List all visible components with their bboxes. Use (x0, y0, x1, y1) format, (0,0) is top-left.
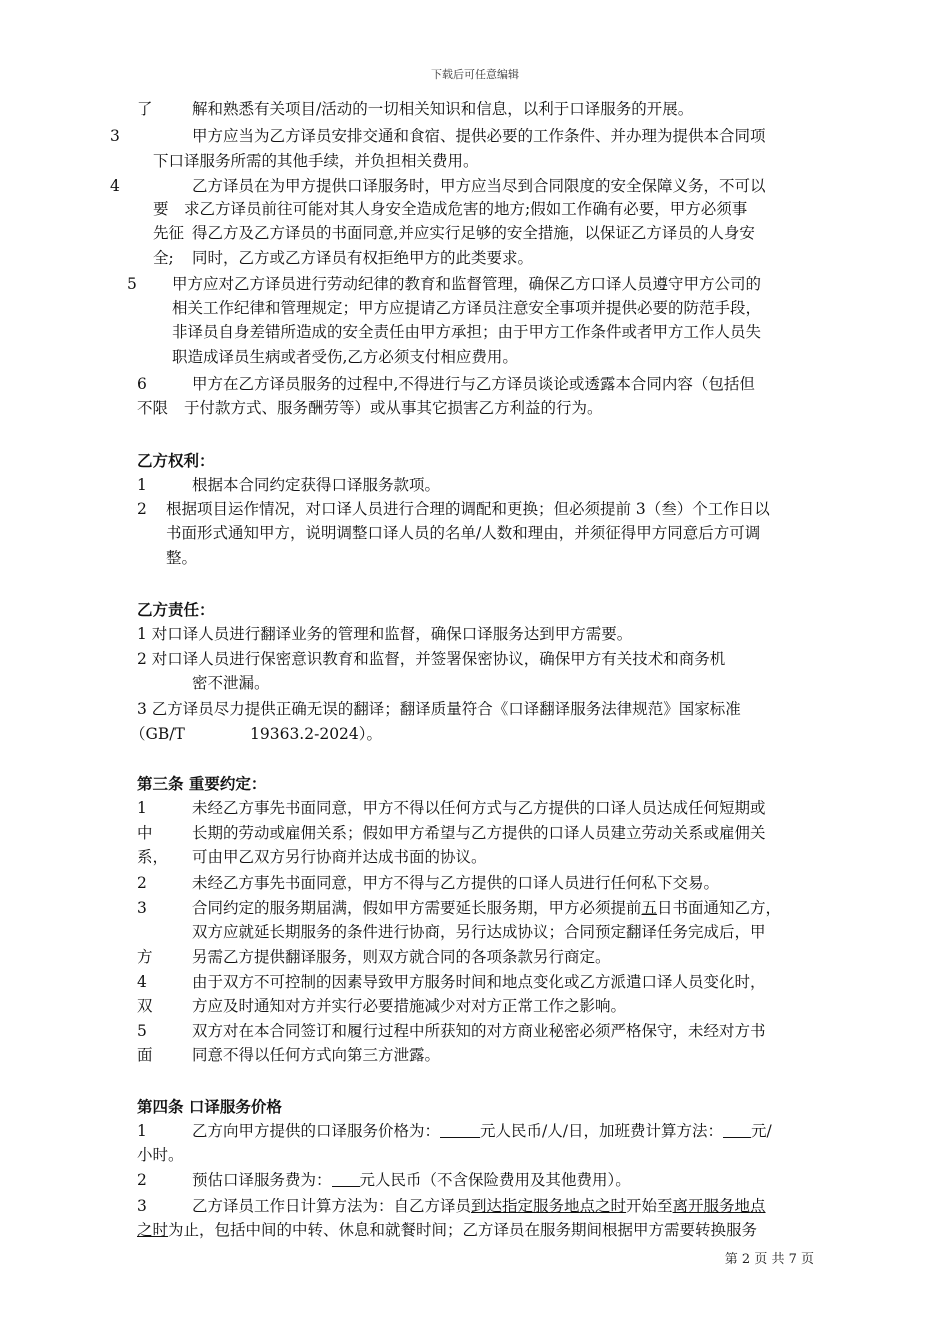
list-number: 3 (137, 1197, 147, 1215)
section-heading: 乙方权利： (137, 451, 215, 470)
paragraph-fragment: 中 (137, 824, 153, 842)
paragraph-fragment: 不限 (137, 399, 169, 417)
section-heading: 第四条 口译服务价格 (137, 1097, 282, 1116)
paragraph-line: 求乙方译员前往可能对其人身安全造成危害的地方;假如工作确有必要，甲方必须事 (184, 200, 748, 218)
paragraph-line: 密不泄漏。 (192, 674, 270, 692)
paragraph-line: 根据本合同约定获得口译服务款项。 (192, 476, 441, 494)
paragraph-line: 解和熟悉有关项目/活动的一切相关知识和信息，以利于口译服务的开展。 (192, 100, 694, 118)
underlined-term: 五 (641, 899, 658, 917)
list-number: 了 (137, 100, 153, 118)
list-number: 1 (137, 476, 147, 494)
estimate-blank-field (332, 1172, 360, 1187)
paragraph-line: 预估口译服务费为： 元人民币（不含保险费用及其他费用）。 (192, 1171, 631, 1189)
list-number: 5 (127, 275, 137, 293)
paragraph-line: 双方应就延长期服务的条件进行协商，另行达成协议；合同预定翻译任务完成后，甲 (192, 923, 766, 941)
paragraph-line: 由于双方不可控制的因素导致甲方服务时间和地点变化或乙方派遣口译人员变化时， (192, 973, 766, 991)
section-heading: 乙方责任： (137, 600, 215, 619)
paragraph-fragment: 系， (137, 848, 169, 866)
paragraph-line: 未经乙方事先书面同意，甲方不得以任何方式与乙方提供的口译人员达成任何短期或 (192, 799, 766, 817)
paragraph-line: 甲方应对乙方译员进行劳动纪律的教育和监督管理，确保乙方口译人员遵守甲方公司的 (172, 275, 762, 293)
section-heading: 第三条 重要约定： (137, 774, 267, 793)
paragraph-line: 根据项目运作情况，对口译人员进行合理的调配和更换；但必须提前 3（叁）个工作日以 (166, 500, 770, 518)
paragraph-line: 下口译服务所需的其他手续，并负担相关费用。 (153, 152, 479, 170)
paragraph-line: 相关工作纪律和管理规定；甲方应提请乙方译员注意安全事项并提供必要的防范手段， (172, 299, 762, 317)
list-number: 1 (137, 799, 147, 817)
paragraph-fragment: 面 (137, 1046, 153, 1064)
paragraph-line: 3 乙方译员尽力提供正确无误的翻译；翻译质量符合《口译翻译服务法律规范》国家标准 (137, 700, 741, 718)
paragraph-line: 甲方在乙方译员服务的过程中,不得进行与乙方译员谈论或透露本合同内容（包括但 (192, 375, 755, 393)
standard-code: （GB/T (130, 725, 185, 743)
paragraph-line: 乙方向甲方提供的口译服务价格为： 元人民币/人/日，加班费计算方法： 元/ (192, 1122, 772, 1140)
paragraph-fragment: 全; (153, 249, 174, 267)
paragraph-line: 非译员自身差错所造成的安全责任由甲方承担；由于甲方工作条件或者甲方工作人员失 (172, 323, 762, 341)
paragraph-line: 乙方译员工作日计算方法为：自乙方译员到达指定服务地点之时开始至离开服务地点 (192, 1197, 766, 1215)
paragraph-line: 另需乙方提供翻译服务，则双方就合同的各项条款另行商定。 (192, 948, 611, 966)
underlined-term: 离开服务地点 (672, 1197, 766, 1215)
paragraph-line: 小时。 (137, 1146, 184, 1164)
overtime-blank-field (723, 1123, 751, 1138)
paragraph-fragment: 先征 (153, 224, 185, 242)
paragraph-line: 整。 (166, 549, 198, 567)
list-number: 4 (110, 177, 120, 195)
paragraph-fragment: 双 (137, 997, 153, 1015)
paragraph-fragment: 方 (137, 948, 153, 966)
standard-number: 19363.2-2024）。 (250, 725, 383, 743)
paragraph-line: 之时为止，包括中间的中转、休息和就餐时间；乙方译员在服务期间根据甲方需要转换服务 (137, 1221, 758, 1239)
paragraph-line: 同意不得以任何方式向第三方泄露。 (192, 1046, 441, 1064)
list-number: 3 (137, 899, 147, 917)
paragraph-line: 双方对在本合同签订和履行过程中所获知的对方商业秘密必须严格保守，未经对方书 (192, 1022, 766, 1040)
page-footer: 第 2 页 共 7 页 (724, 1252, 814, 1267)
paragraph-line: 于付款方式、服务酬劳等）或从事其它损害乙方利益的行为。 (184, 399, 603, 417)
paragraph-line: 书面形式通知甲方，说明调整口译人员的名单/人数和理由，并须征得甲方同意后方可调 (166, 524, 761, 542)
paragraph-line: 同时，乙方或乙方译员有权拒绝甲方的此类要求。 (192, 249, 534, 267)
list-number: 6 (137, 375, 147, 393)
paragraph-line: 得乙方及乙方译员的书面同意,并应实行足够的安全措施，以保证乙方译员的人身安 (192, 224, 755, 242)
paragraph-line: 甲方应当为乙方译员安排交通和食宿、提供必要的工作条件、并办理为提供本合同项 (192, 127, 766, 145)
paragraph-line: 2 对口译人员进行保密意识教育和监督，并签署保密协议，确保甲方有关技术和商务机 (137, 650, 726, 668)
list-number: 4 (137, 973, 147, 991)
paragraph-line: 未经乙方事先书面同意，甲方不得与乙方提供的口译人员进行任何私下交易。 (192, 874, 720, 892)
paragraph-line: 乙方译员在为甲方提供口译服务时，甲方应当尽到合同限度的安全保障义务，不可以 (192, 177, 766, 195)
list-number: 2 (137, 1171, 147, 1189)
paragraph-line: 长期的劳动或雇佣关系；假如甲方希望与乙方提供的口译人员建立劳动关系或雇佣关 (192, 824, 766, 842)
list-number: 1 (137, 1122, 147, 1140)
price-blank-field (440, 1123, 480, 1138)
paragraph-line: 方应及时通知对方并实行必要措施减少对对方正常工作之影响。 (192, 997, 627, 1015)
list-number: 2 (137, 500, 147, 518)
page-header: 下载后可任意编辑 (431, 68, 519, 81)
list-number: 5 (137, 1022, 147, 1040)
list-number: 2 (137, 874, 147, 892)
paragraph-line: 1 对口译人员进行翻译业务的管理和监督，确保口译服务达到甲方需要。 (137, 625, 633, 643)
paragraph-line: 合同约定的服务期届满，假如甲方需要延长服务期，甲方必须提前五日书面通知乙方， (192, 899, 782, 917)
paragraph-line: 可由甲乙双方另行协商并达成书面的协议。 (192, 848, 487, 866)
underlined-term: 到达指定服务地点之时 (471, 1197, 627, 1215)
underlined-term: 之时 (137, 1221, 169, 1239)
paragraph-fragment: 要 (153, 200, 169, 218)
list-number: 3 (110, 127, 120, 145)
paragraph-line: 职造成译员生病或者受伤,乙方必须支付相应费用。 (172, 348, 518, 366)
